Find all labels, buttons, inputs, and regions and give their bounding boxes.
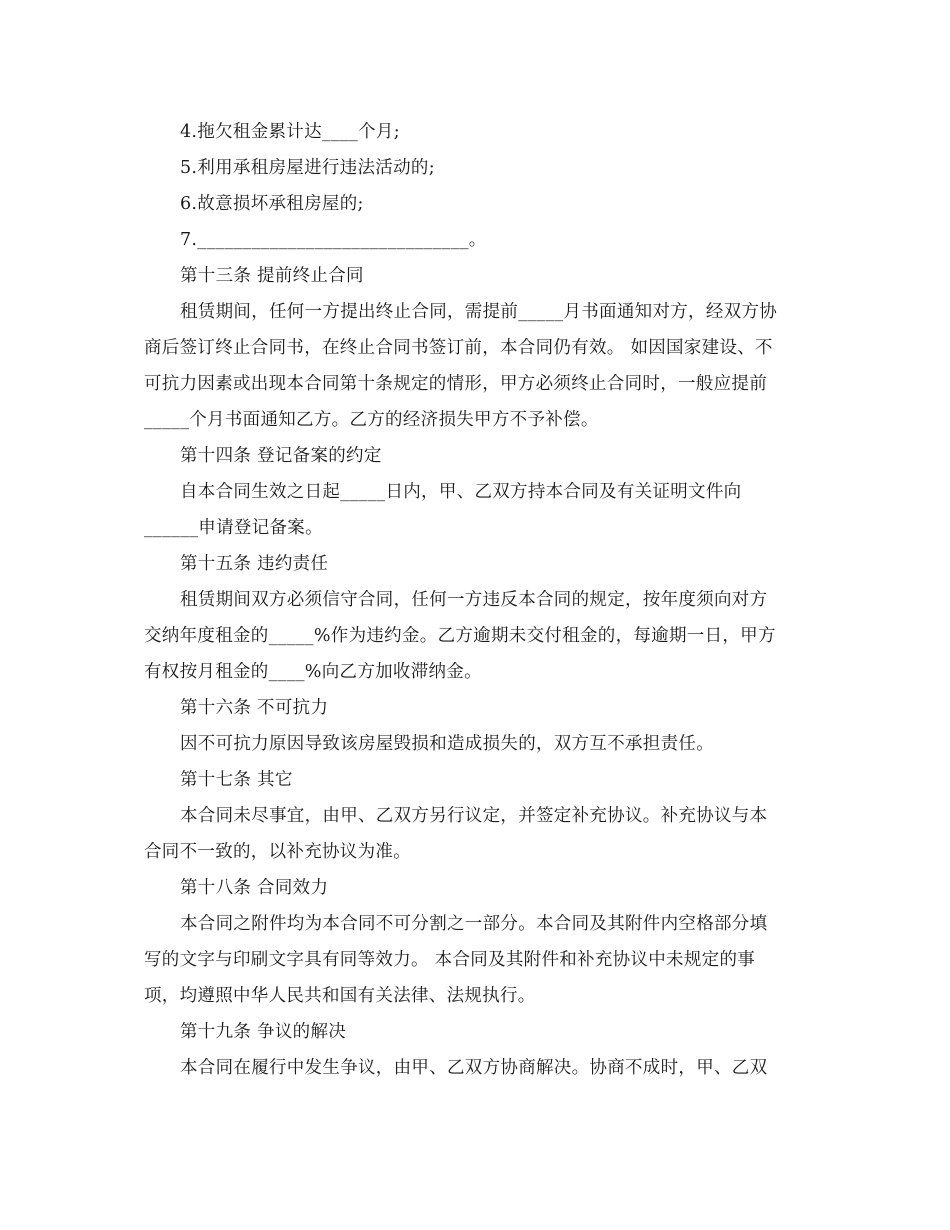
- article-13-heading: 第十三条 提前终止合同: [180, 266, 364, 286]
- article-18-text-line: 写的文字与印刷文字具有同等效力。 本合同及其附件和补充协议中未规定的事: [144, 950, 756, 970]
- clause-item-7: 7.______________________________。: [180, 230, 487, 250]
- article-19-text-line: 本合同在履行中发生争议，由甲、乙双方协商解决。协商不成时，甲、乙双: [180, 1058, 768, 1078]
- article-18-text-line: 本合同之附件均为本合同不可分割之一部分。本合同及其附件内空格部分填: [180, 914, 768, 934]
- article-16-text-line: 因不可抗力原因导致该房屋毁损和造成损失的，双方互不承担责任。: [180, 734, 714, 754]
- article-16-heading: 第十六条 不可抗力: [180, 698, 329, 718]
- clause-item-4: 4.拖欠租金累计达____个月;: [180, 122, 400, 142]
- article-19-heading: 第十九条 争议的解决: [180, 1022, 347, 1042]
- article-13-text-line: _____个月书面通知乙方。乙方的经济损失甲方不予补偿。: [144, 410, 599, 430]
- article-14-heading: 第十四条 登记备案的约定: [180, 446, 382, 466]
- article-14-text-line: ______申请登记备案。: [144, 518, 323, 538]
- article-18-text-line: 项，均遵照中华人民共和国有关法律、法规执行。: [144, 986, 536, 1006]
- article-14-text-line: 自本合同生效之日起_____日内，甲、乙双方持本合同及有关证明文件向: [180, 482, 742, 502]
- article-17-text-line: 合同不一致的，以补充协议为准。: [144, 842, 411, 862]
- article-18-heading: 第十八条 合同效力: [180, 878, 329, 898]
- article-15-text-line: 有权按月租金的____%向乙方加收滞纳金。: [144, 662, 482, 682]
- article-15-text-line: 租赁期间双方必须信守合同，任何一方违反本合同的规定，按年度须向对方: [180, 590, 768, 610]
- clause-item-5: 5.利用承租房屋进行违法活动的;: [180, 158, 435, 178]
- article-13-text-line: 租赁期间，任何一方提出终止合同，需提前_____月书面通知对方，经双方协: [180, 302, 778, 322]
- article-13-text-line: 商后签订终止合同书，在终止合同书签订前，本合同仍有效。 如因国家建设、不: [144, 338, 773, 358]
- article-17-heading: 第十七条 其它: [180, 770, 293, 790]
- article-15-text-line: 交纳年度租金的_____%作为违约金。乙方逾期未交付租金的，每逾期一日，甲方: [144, 626, 776, 646]
- clause-item-6: 6.故意损坏承租房屋的;: [180, 194, 364, 214]
- contract-text: [144, 114, 804, 1086]
- article-15-heading: 第十五条 违约责任: [180, 554, 329, 574]
- article-13-text-line: 可抗力因素或出现本合同第十条规定的情形，甲方必须终止合同时，一般应提前: [144, 374, 767, 394]
- article-17-text-line: 本合同未尽事宜，由甲、乙双方另行议定，并签定补充协议。补充协议与本: [180, 806, 768, 826]
